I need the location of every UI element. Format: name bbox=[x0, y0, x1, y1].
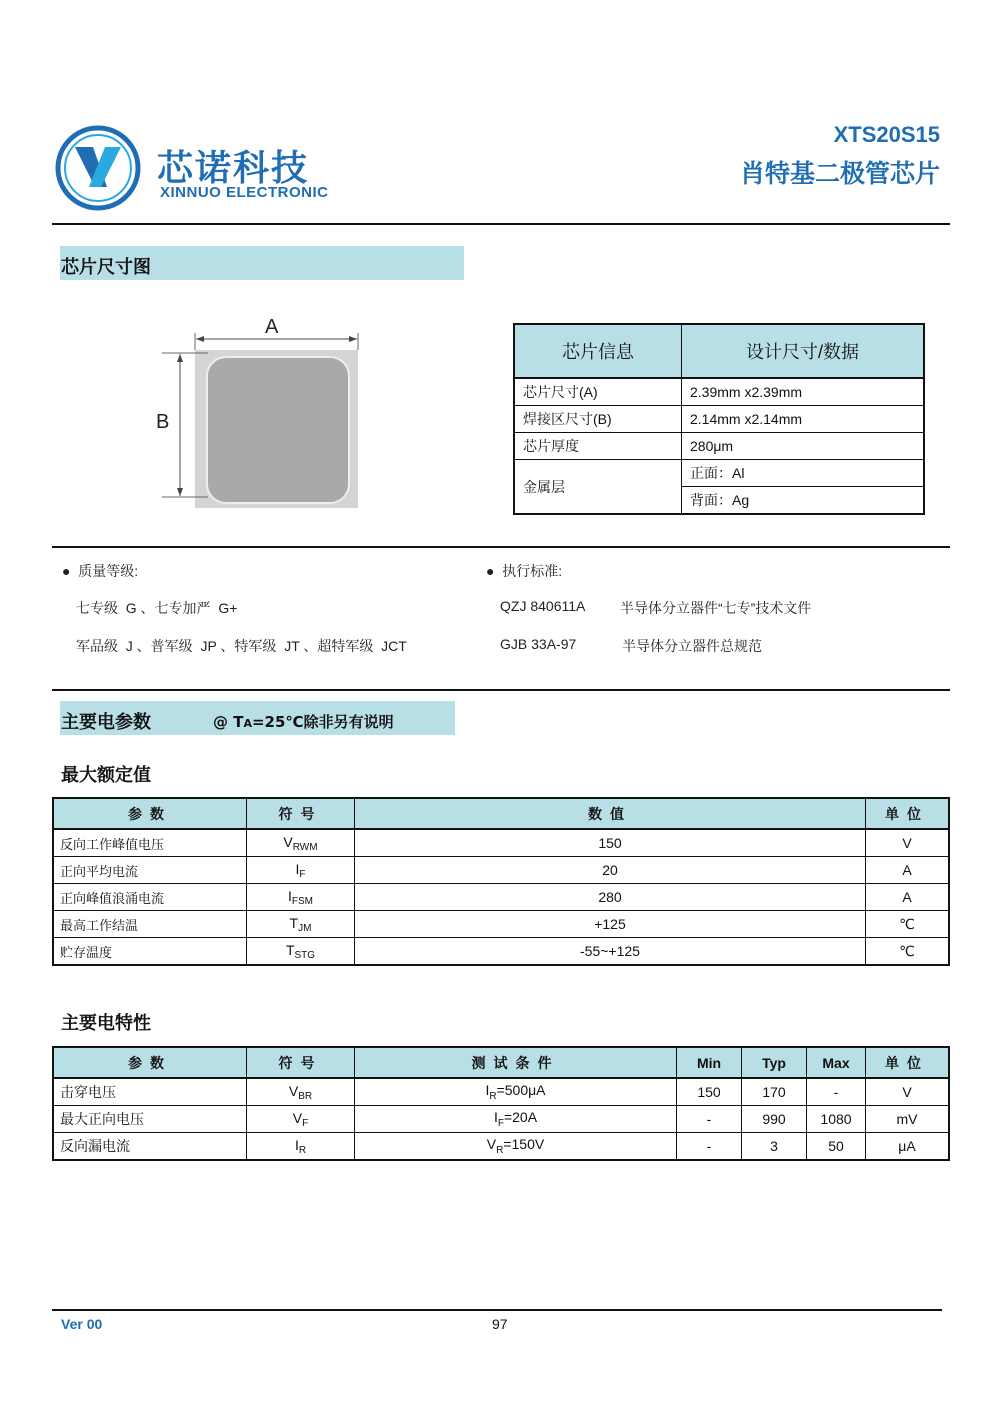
value-cell: 20 bbox=[355, 857, 866, 884]
bullet-icon: ● bbox=[62, 563, 79, 579]
unit-cell: ℃ bbox=[866, 911, 950, 938]
condition-cell: $I_R=500\mu A$ bbox=[355, 1078, 677, 1106]
col-symbol: 符号 bbox=[247, 1047, 355, 1078]
min-cell: 150 bbox=[677, 1078, 742, 1106]
param-cell: 正向平均电流 bbox=[53, 857, 247, 884]
max-cell: - bbox=[807, 1078, 866, 1106]
max-cell: 50 bbox=[807, 1133, 866, 1161]
table-row bbox=[53, 1106, 949, 1133]
symbol-cell: $T_{JM}$ bbox=[247, 911, 355, 938]
symbol-cell: $I_F$ bbox=[247, 857, 355, 884]
metal-front: 正面：Al bbox=[682, 460, 925, 487]
param-cell: 最大正向电压 bbox=[53, 1106, 247, 1133]
bullet-icon: ● bbox=[486, 563, 503, 579]
param-cell: 反向漏电流 bbox=[53, 1133, 247, 1161]
table-row bbox=[53, 857, 949, 884]
param-cell: 最高工作结温 bbox=[53, 911, 247, 938]
standard-2-desc: 半导体分立器件总规范 bbox=[622, 638, 762, 654]
typ-cell: 170 bbox=[742, 1078, 807, 1106]
param-cell: 正向峰值浪涌电流 bbox=[53, 884, 247, 911]
unit-cell: ℃ bbox=[866, 938, 950, 966]
unit-cell: V bbox=[866, 829, 950, 857]
unit-cell: A bbox=[866, 857, 950, 884]
unit-cell: mV bbox=[866, 1106, 950, 1133]
symbol-cell: $I_{FSM}$ bbox=[247, 884, 355, 911]
row-value: 2.14mm x2.14mm bbox=[682, 406, 925, 433]
standard-2-code: GJB 33A-97 bbox=[500, 636, 577, 652]
standard-1-code: QZJ 840611A bbox=[500, 598, 586, 614]
row-value: 2.39mm x2.39mm bbox=[682, 378, 925, 406]
param-cell: 贮存温度 bbox=[53, 938, 247, 966]
row-name: 芯片尺寸(A) bbox=[514, 378, 682, 406]
electrical-title: 主要电参数 bbox=[61, 712, 151, 733]
table-row bbox=[53, 938, 949, 966]
max-ratings-table bbox=[52, 797, 950, 966]
col-max: Max bbox=[807, 1047, 866, 1078]
brand-name-en: XINNUO ELECTRONIC bbox=[160, 184, 329, 201]
brand-name-cn: 芯诺科技 bbox=[157, 148, 310, 189]
symbol-cell: $V_{BR}$ bbox=[247, 1078, 355, 1106]
table-row bbox=[514, 433, 924, 460]
col-value: 数值 bbox=[355, 798, 866, 829]
row-name: 芯片厚度 bbox=[514, 433, 682, 460]
max-cell: 1080 bbox=[807, 1106, 866, 1133]
symbol-cell: $I_R$ bbox=[247, 1133, 355, 1161]
company-logo bbox=[55, 125, 141, 211]
col-param: 参数 bbox=[53, 1047, 247, 1078]
table-row bbox=[53, 884, 949, 911]
characteristics-title: 主要电特性 bbox=[61, 1013, 151, 1034]
symbol-cell: $T_{STG}$ bbox=[247, 938, 355, 966]
quality-grade-line-1: 七专级 G 、七专加严 G+ bbox=[76, 600, 238, 616]
min-cell: - bbox=[677, 1133, 742, 1161]
section-divider bbox=[52, 689, 950, 691]
chip-dimension-title: 芯片尺寸图 bbox=[61, 257, 151, 278]
row-name: 焊接区尺寸(B) bbox=[514, 406, 682, 433]
unit-cell: μA bbox=[866, 1133, 950, 1161]
metal-layer-name: 金属层 bbox=[514, 460, 682, 515]
max-ratings-title: 最大额定值 bbox=[61, 765, 151, 786]
typ-cell: 3 bbox=[742, 1133, 807, 1161]
table-row bbox=[53, 1133, 949, 1161]
param-cell: 击穿电压 bbox=[53, 1078, 247, 1106]
param-cell: 反向工作峰值电压 bbox=[53, 829, 247, 857]
chip-info-table bbox=[513, 323, 925, 515]
col-condition: 测试条件 bbox=[355, 1047, 677, 1078]
table-row bbox=[514, 406, 924, 433]
unit-cell: V bbox=[866, 1078, 950, 1106]
table-row bbox=[514, 460, 924, 487]
table-row bbox=[53, 911, 949, 938]
value-cell: +125 bbox=[355, 911, 866, 938]
typ-cell: 990 bbox=[742, 1106, 807, 1133]
chip-info-header: 芯片信息 bbox=[514, 324, 682, 378]
metal-back: 背面：Ag bbox=[682, 487, 925, 515]
table-row bbox=[514, 378, 924, 406]
min-cell: - bbox=[677, 1106, 742, 1133]
col-typ: Typ bbox=[742, 1047, 807, 1078]
dimension-label-b: B bbox=[156, 411, 170, 433]
part-description: 肖特基二极管芯片 bbox=[739, 159, 940, 188]
symbol-cell: $V_F$ bbox=[247, 1106, 355, 1133]
value-cell: 280 bbox=[355, 884, 866, 911]
dimension-label-a: A bbox=[265, 316, 279, 338]
standard-1-desc: 半导体分立器件“七专”技术文件 bbox=[620, 600, 812, 616]
section-divider bbox=[52, 546, 950, 548]
value-cell: -55~+125 bbox=[355, 938, 866, 966]
dimension-arrows bbox=[150, 325, 370, 505]
table-row bbox=[53, 829, 949, 857]
quality-grade-heading: ● 质量等级: bbox=[62, 563, 139, 579]
row-value: 280μm bbox=[682, 433, 925, 460]
header-divider bbox=[52, 223, 950, 225]
page-number: 97 bbox=[492, 1316, 508, 1332]
symbol-cell: $V_{RWM}$ bbox=[247, 829, 355, 857]
quality-grade-line-2: 军品级 J 、普军级 JP 、特军级 JT 、超特军级 JCT bbox=[76, 638, 407, 654]
design-data-header: 设计尺寸/数据 bbox=[682, 324, 925, 378]
col-param: 参数 bbox=[53, 798, 247, 829]
part-number: XTS20S15 bbox=[833, 122, 940, 147]
version-label: Ver 00 bbox=[61, 1316, 103, 1332]
col-symbol: 符号 bbox=[247, 798, 355, 829]
condition-cell: $I_F=20A$ bbox=[355, 1106, 677, 1133]
value-cell: 150 bbox=[355, 829, 866, 857]
col-unit: 单位 bbox=[866, 798, 950, 829]
unit-cell: A bbox=[866, 884, 950, 911]
col-unit: 单位 bbox=[866, 1047, 950, 1078]
condition-cell: $V_R=150V$ bbox=[355, 1133, 677, 1161]
footer-divider bbox=[52, 1309, 942, 1311]
characteristics-table bbox=[52, 1046, 950, 1161]
col-min: Min bbox=[677, 1047, 742, 1078]
table-row bbox=[53, 1078, 949, 1106]
electrical-condition: @ TA=25℃除非另有说明 bbox=[213, 713, 394, 731]
standard-heading: ● 执行标准: bbox=[486, 563, 563, 579]
